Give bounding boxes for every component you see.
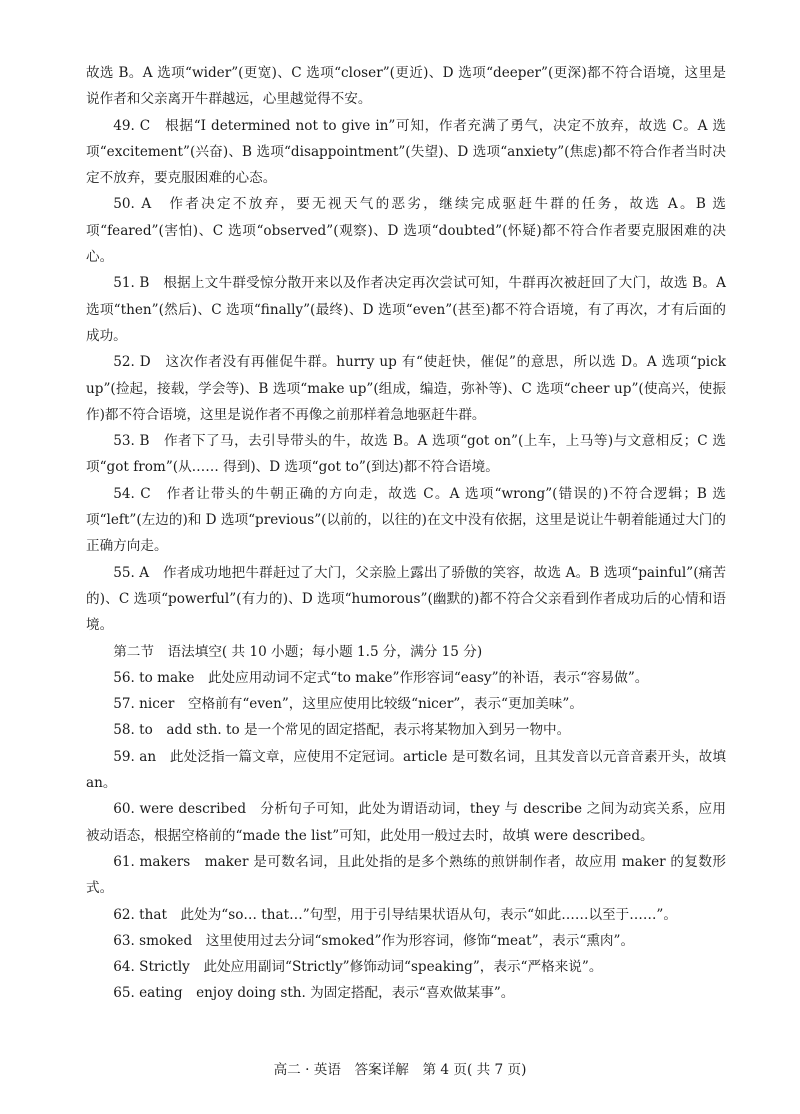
answer-60: 60. were described 分析句子可知，此处为谓语动词，they 与 describe 之间为动宾关系，应用被动语态，根据空格前的“made the list”可知，此处用一般过去时，故填 were described。 [86, 801, 726, 844]
answer-55: 55. A 作者成功地把牛群赶过了大门，父亲脸上露出了骄傲的笑容，故选 A。B 选项“painful”(痛苦的)、C 选项“powerful”(有力的)、D 选项“humorous”(幽默的)都不符合父亲看到作者成功后的心情和语境。 [86, 564, 726, 634]
answer-52: 52. D 这次作者没有再催促牛群。hurry up 有“使赶快，催促”的意思，所以选 D。A 选项“pick up”(捡起，接载，学会等)、B 选项“make up”(组成，编造，弥补等)、C 选项“cheer up”(使高兴，使振作)都不符合语境，这里是说作者不再像之前那样着急地驱赶牛群。 [86, 354, 726, 423]
answer-61: 61. makers maker 是可数名词，且此处指的是多个熟练的煎饼制作者，故应用 maker 的复数形式。 [86, 853, 726, 897]
answer-59: 59. an 此处泛指一篇文章，应使用不定冠词。article 是可数名词，且其发音以元音音素开头，故填 an。 [86, 748, 726, 792]
answer-50: 50. A 作者决定不放弃，要无视天气的恶劣，继续完成驱赶牛群的任务，故选 A。B 选项“feared”(害怕)、C 选项“observed”(观察)、D 选项“doubted”(怀疑)都不符合作者要克服困难的决心。 [86, 196, 726, 266]
answer-48-continuation: 故选 B。A 选项“wider”(更宽)、C 选项“closer”(更近)、D 选项“deeper”(更深)都不符合语境，这里是说作者和父亲离开牛群越远，心里越觉得不安。 [86, 65, 726, 108]
answer-63: 63. smoked 这里使用过去分词“smoked”作为形容词，修饰“meat”，表示“熏肉”。 [113, 932, 635, 949]
answer-58: 58. to add sth. to 是一个常见的固定搭配，表示将某物加入到另一物中。 [113, 722, 571, 739]
section-heading: 第二节 语法填空( 共 10 小题；每小题 1.5 分，满分 15 分) [113, 643, 483, 660]
answer-64: 64. Strictly 此处应用副词“Strictly”修饰动词“speaking”，表示“严格来说”。 [113, 959, 603, 976]
answer-56: 56. to make 此处应用动词不定式“to make”作形容词“easy”的补语，表示“容易做”。 [113, 669, 649, 686]
answer-49: 49. C 根据“I determined not to give in”可知，作者充满了勇气，决定不放弃，故选 C。A 选项“excitement”(兴奋)、B 选项“disappointment”(失望)、D 选项“anxiety”(焦虑)都不符合作者当时决定不放弃，要克服困难的心态。 [86, 117, 726, 187]
answer-54: 54. C 作者让带头的牛朝正确的方向走，故选 C。A 选项“wrong”(错误的)不符合逻辑；B 选项“left”(左边的)和 D 选项“previous”(以前的，以往的)在文中没有依据，这里是说让牛朝着能通过大门的正确方向走。 [86, 485, 726, 555]
answer-57: 57. nicer 空格前有“even”，这里应使用比较级“nicer”，表示“更加美味”。 [113, 696, 583, 713]
answer-65: 65. eating enjoy doing sth. 为固定搭配，表示“喜欢做某事”。 [113, 985, 515, 1002]
answer-53: 53. B 作者下了马，去引导带头的牛，故选 B。A 选项“got on”(上车，上马等)与文意相反；C 选项“got from”(从…… 得到)、D 选项“got to”(到达)都不符合语境。 [86, 433, 726, 476]
page-footer: 高二 · 英语 答案详解 第 4 页( 共 7 页) [273, 1062, 527, 1078]
answer-62: 62. that 此处为“so… that…”句型，用于引导结果状语从句，表示“如此……以至于……”。 [113, 906, 677, 923]
answer-explanations [86, 60, 726, 1007]
answer-51: 51. B 根据上文牛群受惊分散开来以及作者决定再次尝试可知，牛群再次被赶回了大门，故选 B。A 选项“then”(然后)、C 选项“finally”(最终)、D 选项“even”(甚至)都不符合语境，有了再次，才有后面的成功。 [86, 275, 726, 344]
